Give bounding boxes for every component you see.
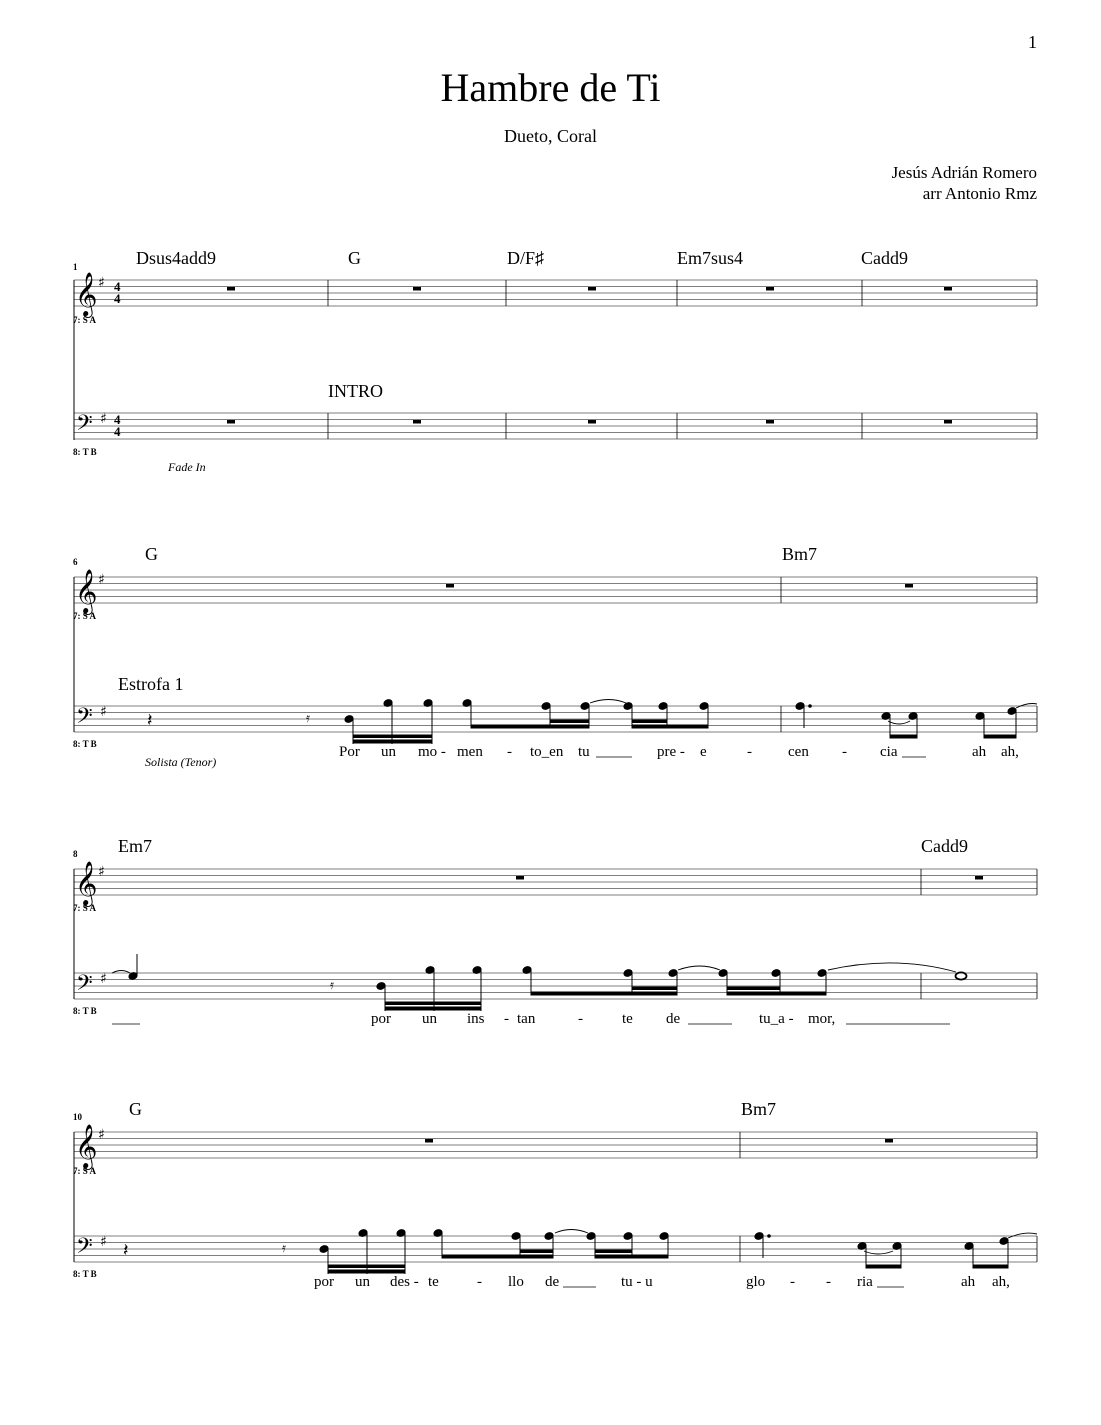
treble-staff (74, 577, 1037, 603)
chord-symbol: G (129, 1099, 142, 1119)
lyric: ins (467, 1011, 485, 1027)
lyric: ah (972, 744, 987, 760)
bass-staff (74, 413, 1037, 439)
lyric: te (428, 1274, 439, 1290)
time-signature: 4 (114, 424, 121, 439)
chord-symbol: Cadd9 (861, 248, 908, 268)
measure-number: 1 (73, 262, 78, 272)
quarter-rest-icon: 𝄽 (123, 1240, 129, 1261)
chord-symbol: Cadd9 (921, 836, 968, 856)
lyric: tan (517, 1011, 536, 1027)
lyric: te (622, 1011, 633, 1027)
chord-symbol: Em7sus4 (677, 248, 744, 268)
chord-symbol: D/F♯ (507, 248, 545, 268)
lyric: men (457, 744, 483, 760)
ties (112, 963, 956, 973)
lyric: - (507, 744, 512, 760)
sixteenth-rest-icon: 𝄿 (282, 1241, 286, 1256)
lyric: por (371, 1011, 391, 1027)
system-1 (73, 248, 1037, 474)
lyric: un (355, 1274, 370, 1290)
lyric: e (700, 744, 707, 760)
lyric: mo - (418, 744, 446, 760)
lyric: - (747, 744, 752, 760)
lyric: - (477, 1274, 482, 1290)
lyrics-line (314, 1274, 1010, 1290)
lyric: tu_a - (759, 1011, 794, 1027)
staff-label: 8: T B (73, 1006, 97, 1016)
sharp-icon: ♯ (98, 1127, 105, 1143)
sharp-icon: ♯ (98, 275, 105, 291)
treble-clef-icon: 𝄞 (75, 1124, 98, 1168)
lyric: - (842, 744, 847, 760)
staff-label: 7: S A (73, 611, 97, 621)
staff-label: 8: T B (73, 1269, 97, 1279)
chord-symbol: Dsus4add9 (136, 248, 216, 268)
lyric: un (381, 744, 396, 760)
treble-staff (74, 869, 1037, 895)
treble-staff (74, 1132, 1037, 1158)
quarter-rest-icon: 𝄽 (147, 710, 153, 731)
notes (319, 1229, 1009, 1274)
chord-symbol: Bm7 (741, 1099, 777, 1119)
lyric: un (422, 1011, 437, 1027)
lyric: - (826, 1274, 831, 1290)
notes (128, 954, 827, 1011)
sharp-icon: ♯ (100, 971, 107, 987)
whole-note (956, 972, 967, 979)
page-number: 1 (1028, 32, 1037, 52)
chord-symbol: G (145, 544, 158, 564)
whole-rests (425, 1139, 893, 1143)
notes (344, 699, 1017, 744)
staff-label: 7: S A (73, 1166, 97, 1176)
lyric: pre - (657, 744, 685, 760)
sharp-icon: ♯ (100, 704, 107, 720)
lyric: to_en (530, 744, 564, 760)
lyric: tu - u (621, 1274, 653, 1290)
treble-clef-icon: 𝄞 (75, 569, 98, 613)
lyric: - (790, 1274, 795, 1290)
lyric: Por (339, 744, 360, 760)
chord-symbol: G (348, 248, 361, 268)
arranger-credit: arr Antonio Rmz (922, 184, 1037, 203)
staff-label: 8: T B (73, 447, 97, 457)
lyric: ah, (992, 1274, 1010, 1290)
page-title: Hambre de Ti (440, 65, 661, 110)
chord-symbol: Em7 (118, 836, 152, 856)
expression-text: Fade In (168, 460, 206, 474)
lyric: por (314, 1274, 334, 1290)
time-signature: 4 (114, 412, 121, 427)
sixteenth-rest-icon: 𝄿 (330, 978, 334, 993)
system-4 (73, 1099, 1037, 1290)
treble-staff (74, 280, 1037, 306)
chord-symbol: Bm7 (782, 544, 818, 564)
lyrics-line (339, 744, 1019, 760)
lyric: glo (746, 1274, 766, 1290)
lyric: - (578, 1011, 583, 1027)
bass-clef-icon: 𝄢 (76, 411, 93, 441)
time-signature: 4 (114, 291, 121, 306)
lyric: ah (961, 1274, 976, 1290)
bass-clef-icon: 𝄢 (76, 704, 93, 734)
lyric: de (666, 1011, 681, 1027)
sharp-icon: ♯ (98, 864, 105, 880)
sharp-icon: ♯ (98, 572, 105, 588)
staff-label: 7: S A (73, 903, 97, 913)
whole-rests (227, 420, 952, 424)
treble-clef-icon: 𝄞 (75, 861, 98, 905)
lyric: llo (508, 1274, 524, 1290)
rehearsal-mark: Estrofa 1 (118, 674, 184, 694)
lyric: de (545, 1274, 560, 1290)
sharp-icon: ♯ (100, 1234, 107, 1250)
system-2 (73, 544, 1037, 769)
bass-clef-icon: 𝄢 (76, 1234, 93, 1264)
measure-number: 8 (73, 849, 78, 859)
lyric: ah, (1001, 744, 1019, 760)
rehearsal-mark: INTRO (328, 381, 383, 401)
measure-number: 10 (73, 1112, 82, 1122)
lyric: tu (578, 744, 590, 760)
system-3 (73, 836, 1037, 1027)
lyric: des - (390, 1274, 419, 1290)
lyric: mor, (808, 1011, 836, 1027)
bass-clef-icon: 𝄢 (76, 971, 93, 1001)
sixteenth-rest-icon: 𝄿 (306, 711, 310, 726)
time-signature: 4 (114, 279, 121, 294)
staff-label: 7: S A (73, 315, 97, 325)
bass-staff (74, 1236, 1037, 1262)
expression-text: Solista (Tenor) (145, 755, 217, 769)
whole-rests (446, 584, 913, 588)
staff-label: 8: T B (73, 739, 97, 749)
lyric: - (504, 1011, 509, 1027)
composer-credit: Jesús Adrián Romero (891, 163, 1037, 182)
whole-rests (227, 287, 952, 291)
lyric: cen (788, 744, 809, 760)
sharp-icon: ♯ (100, 411, 107, 427)
lyric: cia (880, 744, 898, 760)
measure-number: 6 (73, 557, 78, 567)
lyrics-line (112, 1011, 950, 1027)
treble-clef-icon: 𝄞 (75, 272, 98, 316)
whole-rests (516, 876, 983, 880)
subtitle: Dueto, Coral (504, 126, 597, 146)
lyric: ria (857, 1274, 873, 1290)
